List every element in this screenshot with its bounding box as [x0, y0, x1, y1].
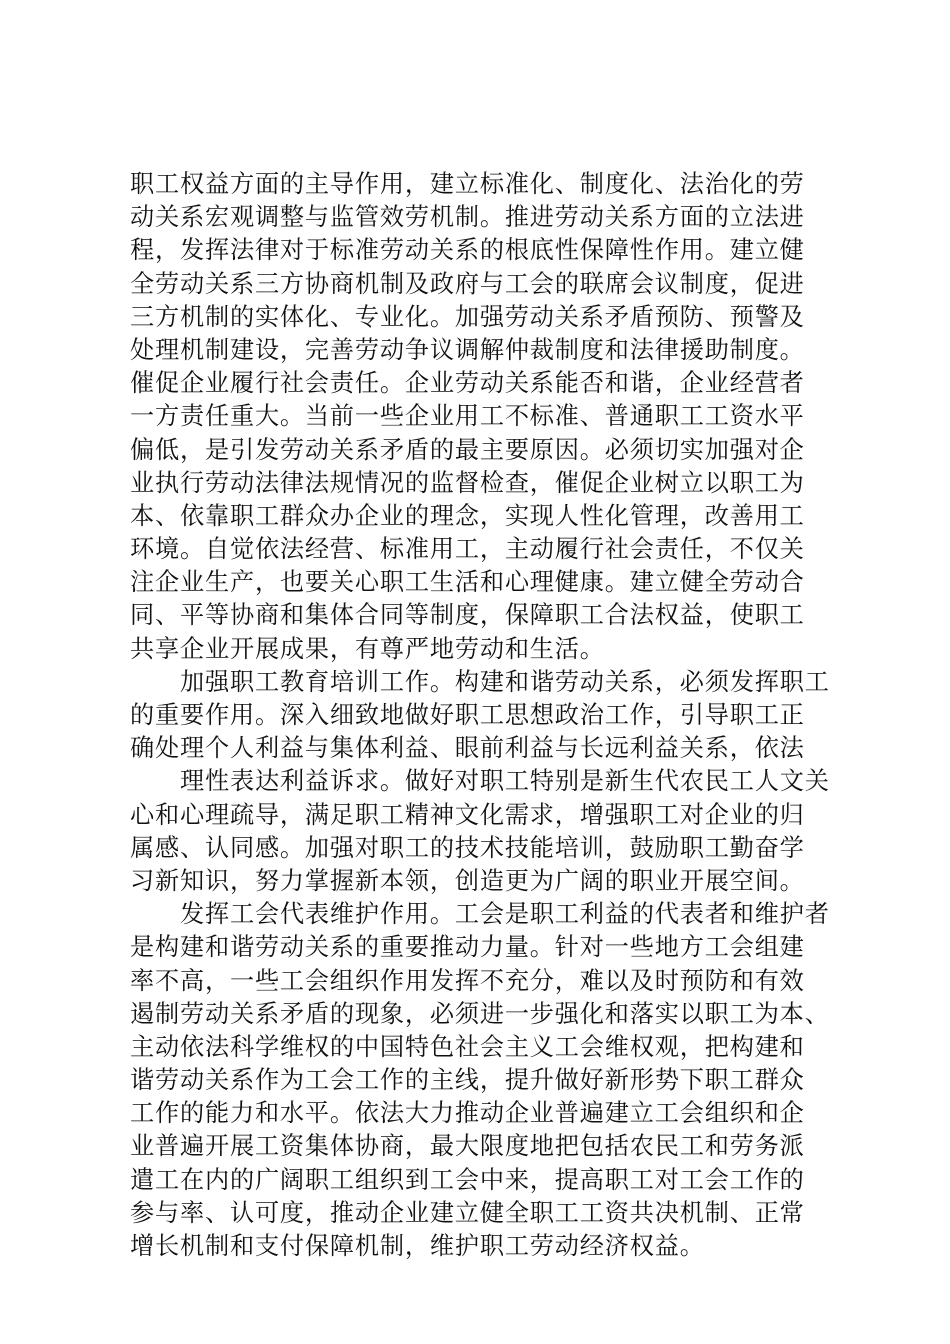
text-line: 属感、认同感。加强对职工的技术技能培训，鼓励职工勤奋学	[130, 833, 805, 862]
text-line: 主动依法科学维权的中国特色社会主义工会维权观，把构建和	[130, 1032, 805, 1061]
text-line: 程，发挥法律对于标准劳动关系的根底性保障性作用。建立健	[130, 236, 805, 265]
text-line: 动关系宏观调整与监管效劳机制。推进劳动关系方面的立法进	[130, 203, 805, 232]
text-line: 全劳动关系三方协商机制及政府与工会的联席会议制度，促进	[130, 269, 805, 298]
text-line: 环境。自觉依法经营、标准用工，主动履行社会责任，不仅关	[130, 535, 805, 564]
text-line: 业执行劳动法律法规情况的监督检查，催促企业树立以职工为	[130, 468, 805, 497]
text-line: 谐劳动关系作为工会工作的主线，提升做好新形势下职工群众	[130, 1066, 805, 1095]
text-line: 同、平等协商和集体合同等制度，保障职工合法权益，使职工	[130, 601, 805, 630]
text-line: 心和心理疏导，满足职工精神文化需求，增强职工对企业的归	[130, 800, 805, 829]
text-line: 确处理个人利益与集体利益、眼前利益与长远利益关系，依法	[130, 734, 805, 763]
text-line: 是构建和谐劳动关系的重要推动力量。针对一些地方工会组建	[130, 933, 805, 962]
text-line: 的重要作用。深入细致地做好职工思想政治工作，引导职工正	[130, 701, 805, 729]
text-line: 催促企业履行社会责任。企业劳动关系能否和谐，企业经营者	[130, 369, 805, 398]
text-line: 共享企业开展成果，有尊严地劳动和生活。	[130, 634, 605, 663]
text-line: 处理机制建设，完善劳动争议调解仲裁制度和法律援助制度。	[130, 335, 805, 364]
text-line: 工作的能力和水平。依法大力推动企业普遍建立工会组织和企	[130, 1099, 805, 1128]
text-line: 参与率、认可度，推动企业建立健全职工工资共决机制、正常	[130, 1198, 805, 1227]
text-line: 注企业生产，也要关心职工生活和心理健康。建立健全劳动合	[130, 568, 805, 597]
text-line: 职工权益方面的主导作用，建立标准化、制度化、法治化的劳	[130, 170, 805, 198]
text-line: 业普遍开展工资集体协商，最大限度地把包括农民工和劳务派	[130, 1132, 805, 1161]
text-line: 遣工在内的广阔职工组织到工会中来，提高职工对工会工作的	[130, 1165, 805, 1194]
document-body	[130, 168, 830, 1263]
text-line: 发挥工会代表维护作用。工会是职工利益的代表者和维护者	[180, 900, 830, 929]
text-line: 率不高，一些工会组织作用发挥不充分，难以及时预防和有效	[130, 966, 805, 995]
text-line: 加强职工教育培训工作。构建和谐劳动关系，必须发挥职工	[180, 667, 830, 696]
text-line: 三方机制的实体化、专业化。加强劳动关系矛盾预防、预警及	[130, 302, 805, 331]
text-line: 遏制劳动关系矛盾的现象，必须进一步强化和落实以职工为本、	[130, 999, 830, 1028]
text-line: 习新知识，努力掌握新本领，创造更为广阔的职业开展空间。	[130, 866, 805, 895]
text-line: 一方责任重大。当前一些企业用工不标准、普通职工工资水平	[130, 402, 805, 431]
text-line: 增长机制和支付保障机制，维护职工劳动经济权益。	[130, 1232, 705, 1260]
text-line: 偏低，是引发劳动关系矛盾的最主要原因。必须切实加强对企	[130, 435, 805, 464]
text-line: 本、依靠职工群众办企业的理念，实现人性化管理，改善用工	[130, 501, 805, 530]
text-line: 理性表达利益诉求。做好对职工特别是新生代农民工人文关	[180, 767, 830, 796]
